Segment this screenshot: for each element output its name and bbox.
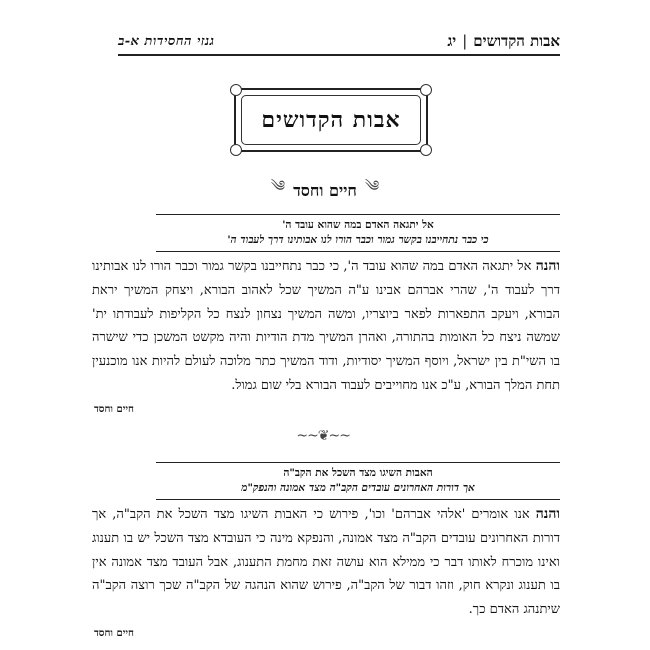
paragraph-summary <box>156 462 560 500</box>
source-attribution: חיים וחסד <box>94 404 134 415</box>
chapter-name: אבות הקדושים <box>473 31 560 50</box>
running-header <box>118 28 560 56</box>
header-separator: | <box>462 32 468 50</box>
book-title: גנזי החסידות א-ב <box>118 34 215 49</box>
source-attribution: חיים וחסד <box>94 628 134 639</box>
chapter-title: אבות הקדושים <box>261 107 401 133</box>
section-heading <box>240 178 410 204</box>
section-title: חיים וחסד <box>293 181 357 200</box>
divider-ornament-icon: ~~❦~~ <box>296 428 350 444</box>
body-paragraph <box>92 255 560 398</box>
title-frame <box>234 88 428 152</box>
flourish-icon: ༄ <box>364 177 380 195</box>
opening-word: והנה <box>535 506 560 522</box>
page-number: יג <box>447 31 457 50</box>
flourish-icon: ༄ <box>270 177 286 195</box>
body-paragraph <box>92 503 560 622</box>
frame-corner-ornament <box>420 84 432 96</box>
summary-line: אך דורות האחרונים עובדים הקב"ה מצד אמונה והנפק"מ <box>241 482 475 494</box>
summary-line: האבות השיגו מצד השכל את הקב"ה <box>283 467 433 479</box>
summary-line: כי כבר נתחייבנו בקשר גמור וכבר הורו לנו אבותינו דרך לעבוד ה' <box>227 234 489 246</box>
frame-corner-ornament <box>230 84 242 96</box>
paragraph-summary <box>156 214 560 252</box>
opening-word: והנה <box>535 258 560 274</box>
frame-corner-ornament <box>230 144 242 156</box>
summary-line: אל יתגאה האדם במה שהוא עובד ה' <box>282 219 434 231</box>
paragraph-text: אל יתגאה האדם במה שהוא עובד ה', כי כבר נתחייבנו בקשר גמור וכבר הורו לנו אבותינו דרך לעבוד ה', שהרי אברהם אבינו ע"ה המשיך שכל לאהוב הבורא, ויצחק המשיך יראת הבורא, ויעקב התפארות לפאר ביוצריו, ומשה המשיך נצחון לנצח כל הקליפות לעבודתו ית' שמשה ניצח כל האומות בהתורה, ואהרן המשיך מדת הודיות והיה מקשט המשכן כדי שישרה בו השי"ת בין ישראל, ויוסף המשיך יסודיות, ודוד המשיך כתר מלוכה לעולם להיות אנו מוכנעין תחת המלך הבורא, ע"כ אנו מחוייבים לעבוד הבורא בלי שום גמול. <box>92 259 560 393</box>
paragraph-text: אנו אומרים 'אלהי אברהם' וכו', פירוש כי האבות השיגו מצד השכל את הקב"ה, אך דורות האחרונים עובדים הקב"ה מצד אמונה, והנפקא מינה כי העובדא מצד השכל יש בו תענוג ואינו מוכרח לאותו דבר כי ממילא הוא עושה זאת מחמת התענוג, אבל העובד מצד אמונה אין בו תענוג ונקרא חוק, וזהו דבור של הקב"ה, פירוש שהוא הנהגה של הקב"ה שכך רוצה הקב"ה שיתנהג האדם כך. <box>92 507 560 618</box>
running-header-chapter <box>447 32 560 51</box>
frame-corner-ornament <box>420 144 432 156</box>
